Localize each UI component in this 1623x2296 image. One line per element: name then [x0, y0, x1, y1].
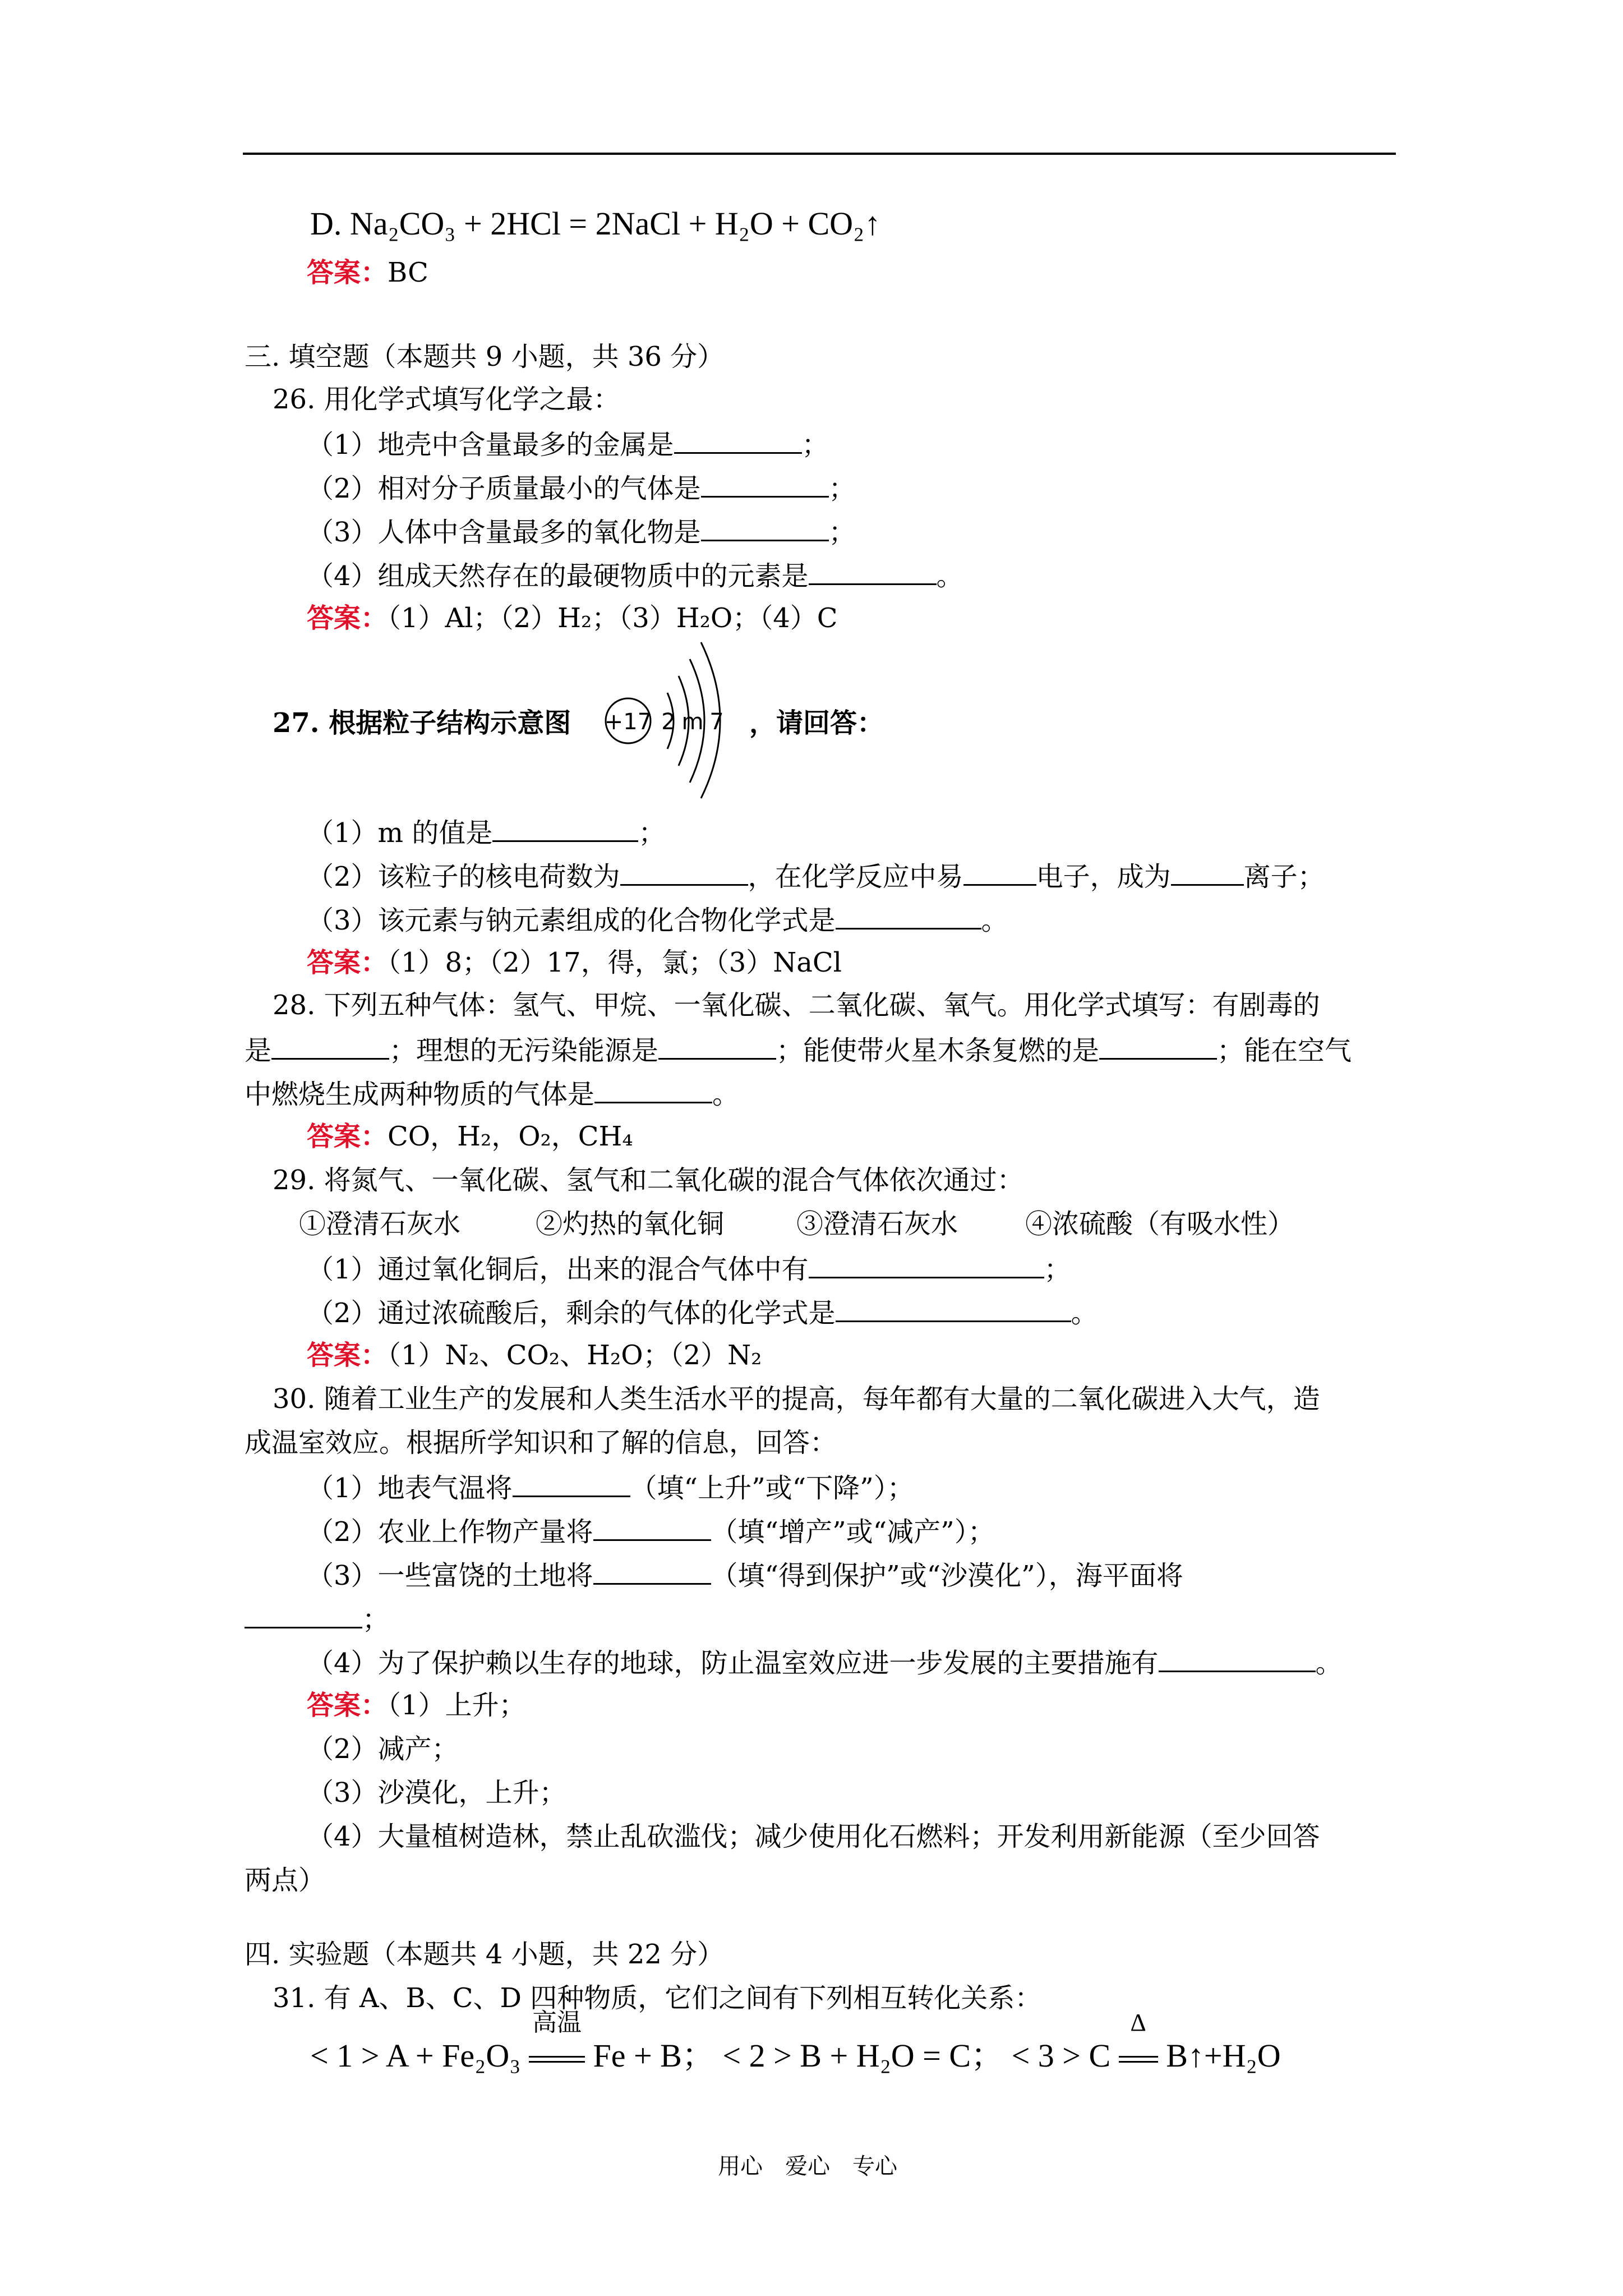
- item-end: 。: [936, 560, 963, 592]
- item-text: （2）农业上作物产量将: [307, 1516, 593, 1548]
- item-end: 。: [712, 1079, 740, 1110]
- fill-line: [307, 905, 1008, 934]
- fill-line: [245, 1036, 1352, 1064]
- answer-blank[interactable]: [593, 1517, 711, 1541]
- reaction-equation: B + H₂O = C；: [800, 2037, 1004, 2074]
- item-text: （2）该粒子的核电荷数为: [307, 861, 620, 892]
- item-text: （填“得到保护”或“沙漠化”），海平面将: [711, 1560, 1183, 1591]
- fill-line: [307, 1254, 1071, 1283]
- option-label: D.: [310, 205, 342, 242]
- item-text: （1）通过氧化铜后，出来的混合气体中有: [307, 1254, 809, 1285]
- item-end: ；: [362, 1604, 390, 1635]
- equals-bar: [1119, 2056, 1158, 2063]
- header-rule: [243, 153, 1396, 155]
- answer-blank[interactable]: [1171, 862, 1244, 886]
- question-stem: 26. 用化学式填写化学之最：: [273, 384, 620, 415]
- item-end: 。: [1315, 1648, 1343, 1679]
- item-end: （填“上升”或“下降”）；: [630, 1473, 914, 1504]
- fill-line: [307, 1516, 995, 1548]
- answer-blank[interactable]: [1099, 1036, 1217, 1060]
- item-end: 离子；: [1243, 861, 1325, 892]
- question-stem: 29. 将氮气、一氧化碳、氢气和二氧化碳的混合气体依次通过：: [273, 1165, 1024, 1196]
- process-step: ①澄清石灰水: [299, 1208, 461, 1240]
- answer-blank[interactable]: [701, 517, 829, 541]
- fill-line: [307, 1473, 914, 1502]
- item-text: （2）通过浓硫酸后，剩余的气体的化学式是: [307, 1297, 836, 1329]
- shell-1-electrons: 2: [661, 709, 676, 735]
- answer-label: 答案：: [307, 257, 388, 288]
- process-step: ④浓硫酸（有吸水性）: [1025, 1208, 1295, 1240]
- answer-blank[interactable]: [674, 430, 802, 454]
- answer-blank[interactable]: [1159, 1648, 1316, 1672]
- item-text: （2）相对分子质量最小的气体是: [307, 473, 701, 504]
- answer-label: 答案：: [307, 947, 388, 978]
- q26-answer: [307, 602, 838, 634]
- item-text: （3）人体中含量最多的氧化物是: [307, 517, 701, 548]
- process-step: ②灼热的氧化铜: [536, 1208, 725, 1240]
- reaction-label: < 3 >: [1011, 2037, 1081, 2074]
- fill-line: [307, 1561, 1183, 1589]
- answer-label: 答案：: [307, 1690, 388, 1721]
- equals-bar: [529, 2056, 585, 2063]
- reaction-condition-arrow: [1119, 2009, 1158, 2072]
- answer-text: BC: [388, 257, 428, 288]
- question-stem-end: ，请回答：: [749, 707, 884, 739]
- answer-blank[interactable]: [245, 1604, 362, 1628]
- shell-2-electrons: m: [681, 709, 704, 735]
- answer-text: （1）上升；: [388, 1690, 526, 1721]
- answer-text: （4）大量植树造林，禁止乱砍滥伐；减少使用化石燃料；开发利用新能源（至少回答: [307, 1821, 1320, 1852]
- question-stem: 27. 根据粒子结构示意图: [273, 707, 571, 739]
- answer-text: （1）Al；（2）H₂；（3）H₂O；（4）C: [388, 602, 838, 634]
- answer-text: （1）N₂、CO₂、H₂O；（2）N₂: [388, 1340, 762, 1371]
- answer-blank[interactable]: [271, 1036, 389, 1060]
- fill-line: [307, 862, 1325, 890]
- answer-text: CO，H₂，O₂，CH₄: [388, 1121, 633, 1152]
- item-text: （1）m 的值是: [307, 817, 493, 849]
- item-text: 是: [245, 1035, 272, 1066]
- item-text: 中燃烧生成两种物质的气体是: [245, 1079, 595, 1110]
- item-end: ；: [828, 517, 856, 548]
- item-text: （3）该元素与钠元素组成的化合物化学式是: [307, 905, 836, 936]
- section-heading: 三. 填空题（本题共 9 小题，共 36 分）: [245, 341, 725, 372]
- item-end: ；: [638, 817, 666, 849]
- answer-blank[interactable]: [836, 1298, 1071, 1322]
- reaction-label: < 2 >: [722, 2037, 792, 2074]
- question-line: 成温室效应。根据所学知识和了解的信息，回答：: [245, 1427, 837, 1458]
- answer-label: 答案：: [307, 1340, 388, 1371]
- q29-answer: [307, 1342, 762, 1369]
- item-text: ，在化学反应中易: [748, 861, 963, 892]
- answer-text: （1）8；（2）17，得，氯；（3）NaCl: [388, 947, 842, 978]
- option-equation: Na₂CO₃ + 2HCl = 2NaCl + H₂O + CO₂↑: [349, 205, 881, 242]
- item-text: 电子，成为: [1036, 861, 1171, 892]
- question-stem: 31. 有 A、B、C、D 四种物质，它们之间有下列相互转化关系：: [273, 1982, 1042, 2014]
- answer-text: 两点）: [245, 1865, 326, 1896]
- answer-blank[interactable]: [513, 1473, 630, 1497]
- answer-blank[interactable]: [963, 862, 1036, 886]
- answer-blank[interactable]: [593, 1561, 711, 1585]
- answer-blank[interactable]: [594, 1079, 712, 1103]
- q25-option-d: [310, 205, 881, 242]
- fill-line: [307, 561, 963, 590]
- item-text: ；理想的无污染能源是: [389, 1035, 659, 1066]
- question-line: 28. 下列五种气体：氢气、甲烷、一氧化碳、二氧化碳、氧气。用化学式填写：有剧毒的: [273, 990, 1320, 1021]
- answer-blank[interactable]: [836, 905, 981, 930]
- answer-text: （3）沙漠化，上升；: [307, 1777, 566, 1809]
- reaction-equations: [310, 2009, 1281, 2074]
- reaction-condition-arrow: [529, 2009, 585, 2072]
- answer-label: 答案：: [307, 1121, 388, 1152]
- item-end: ；: [1044, 1254, 1071, 1285]
- fill-line: [307, 1298, 1098, 1327]
- item-text: ；能使带火星木条复燃的是: [776, 1035, 1100, 1066]
- item-text: （4）组成天然存在的最硬物质中的元素是: [307, 560, 809, 592]
- fill-line: [307, 1648, 1343, 1677]
- process-step: ③澄清石灰水: [796, 1208, 958, 1240]
- answer-blank[interactable]: [658, 1036, 776, 1060]
- q30-answer: [307, 1692, 526, 1719]
- item-text: （3）一些富饶的土地将: [307, 1560, 593, 1591]
- item-end: （填“增产”或“减产”）；: [711, 1516, 995, 1548]
- answer-blank[interactable]: [809, 1254, 1044, 1278]
- item-text: （1）地表气温将: [307, 1473, 513, 1504]
- fill-line: [245, 1604, 389, 1633]
- answer-blank[interactable]: [492, 818, 638, 842]
- reaction-products: Fe + B；: [593, 2037, 714, 2074]
- q28-answer: [307, 1123, 633, 1150]
- nucleus-charge: +17: [604, 709, 652, 735]
- reaction-condition: Δ: [1130, 2009, 1146, 2036]
- reaction-label: < 1 >: [310, 2037, 380, 2074]
- shell-3-electrons: 7: [709, 709, 724, 735]
- reaction-reactants: A + Fe₂O₃: [385, 2037, 521, 2074]
- reaction-products: B↑+H₂O: [1166, 2037, 1281, 2074]
- reaction-condition: 高温: [532, 2009, 582, 2036]
- q27-answer: [307, 949, 842, 976]
- question-line: 30. 随着工业生产的发展和人类生活水平的提高，每年都有大量的二氧化碳进入大气，造: [273, 1383, 1320, 1415]
- answer-blank[interactable]: [701, 473, 829, 498]
- answer-text: （2）减产；: [307, 1733, 459, 1765]
- item-text: （1）地壳中含量最多的金属是: [307, 429, 674, 461]
- item-end: 。: [981, 905, 1008, 936]
- item-end: ；: [801, 429, 829, 461]
- section-heading: 四. 实验题（本题共 4 小题，共 22 分）: [245, 1939, 725, 1970]
- fill-line: [307, 517, 856, 546]
- answer-blank[interactable]: [620, 862, 748, 886]
- item-end: 。: [1071, 1297, 1098, 1329]
- item-end: ；能在空气: [1217, 1035, 1352, 1066]
- page-footer: 用心 爱心 专心: [718, 2154, 897, 2179]
- q25-answer: [307, 259, 428, 286]
- item-text: （4）为了保护赖以生存的地球，防止温室效应进一步发展的主要措施有: [307, 1648, 1159, 1679]
- answer-blank[interactable]: [809, 561, 937, 585]
- answer-label: 答案：: [307, 602, 388, 634]
- item-end: ；: [828, 473, 856, 504]
- fill-line: [245, 1079, 739, 1108]
- fill-line: [307, 429, 829, 461]
- fill-line: [307, 817, 666, 849]
- atom-structure-diagram: [589, 631, 746, 799]
- reaction-reactants: C: [1089, 2037, 1111, 2074]
- fill-line: [307, 473, 856, 502]
